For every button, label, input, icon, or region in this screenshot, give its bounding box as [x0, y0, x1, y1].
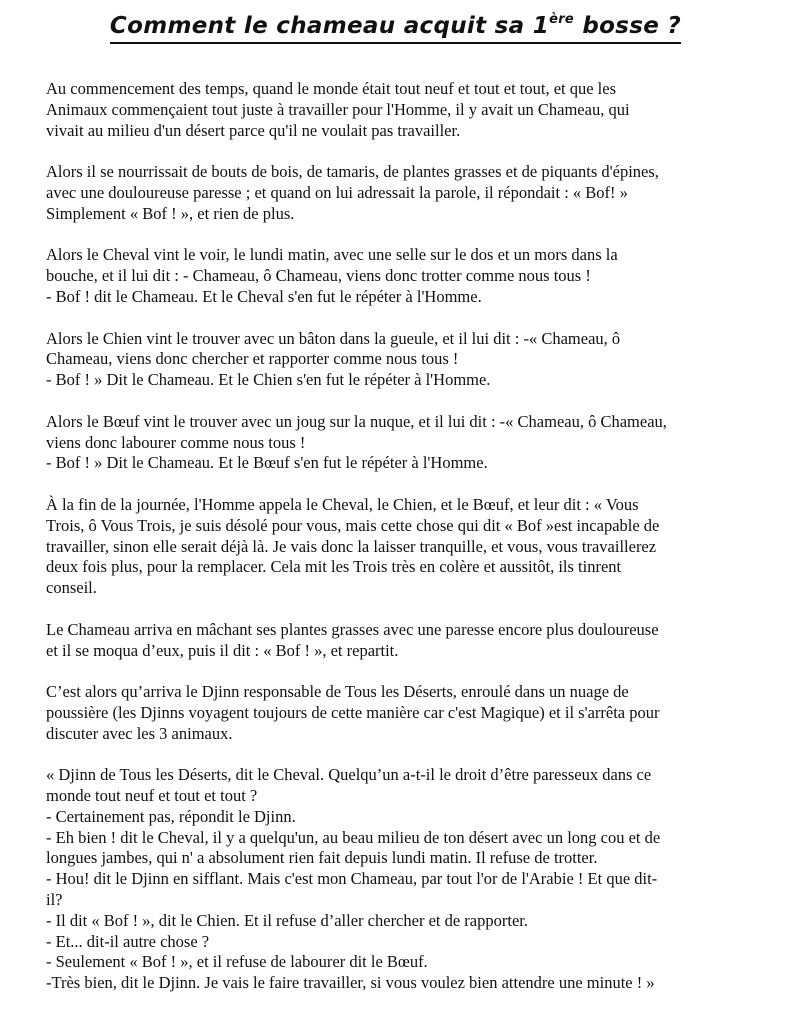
paragraph — [46, 412, 746, 474]
text-line: Alors le Cheval vint le voir, le lundi matin, avec une selle sur le dos et un mors dans la — [46, 245, 618, 265]
text-line: il? — [46, 890, 63, 910]
text-line: - Eh bien ! dit le Cheval, il y a quelqu'un, au beau milieu de ton désert avec un long cou et de — [46, 827, 661, 847]
text-line: Chameau, viens donc chercher et rapporter comme nous tous ! — [46, 349, 459, 369]
paragraph — [46, 682, 746, 744]
paragraph — [46, 245, 746, 307]
text-line: viens donc labourer comme nous tous ! — [46, 432, 306, 452]
text-line: Au commencement des temps, quand le monde était tout neuf et tout et tout, et que les — [46, 79, 617, 98]
text-line: monde tout neuf et tout et tout ? — [46, 786, 258, 806]
title-main: Comment le chameau acquit sa 1 — [109, 13, 550, 39]
text-line: Animaux commençaient tout juste à travailler pour l'Homme, il y avait un Chameau, qui — [46, 99, 630, 119]
title-text — [110, 11, 681, 44]
text-line: longues jambes, qui n' a absolument rien fait depuis lundi matin. Il refuse de trotter. — [46, 848, 598, 868]
text-line: - Hou! dit le Djinn en sifflant. Mais c'est mon Chameau, par tout l'or de l'Arabie ! Et que dit- — [46, 869, 658, 889]
page-title — [0, 11, 791, 44]
text-line: poussière (les Djinns voyagent toujours de cette manière car c'est Magique) et il s'arrêta pour — [46, 702, 660, 722]
paragraph — [46, 620, 746, 662]
text-line: À la fin de la journée, l'Homme appela le Cheval, le Chien, et le Bœuf, et leur dit : « Vous — [46, 494, 639, 514]
text-line: - Seulement « Bof ! », et il refuse de labourer dit le Bœuf. — [46, 952, 428, 972]
paragraph — [46, 765, 746, 994]
title-end: bosse ? — [574, 13, 682, 39]
text-line: travailler, sinon elle serait déjà là. Je vais donc la laisser tranquille, et vous, vous travaillerez — [46, 536, 657, 556]
text-line: Alors il se nourrissait de bouts de bois, de tamaris, de plantes grasses et de piquants d'épines, — [46, 162, 659, 182]
paragraph — [46, 329, 746, 391]
paragraph — [46, 79, 746, 141]
text-line: et il se moqua d’eux, puis il dit : « Bof ! », et repartit. — [46, 640, 399, 660]
text-line: -Très bien, dit le Djinn. Je vais le faire travailler, si vous voulez bien attendre une minute ! » — [46, 973, 655, 993]
text-line: - Il dit « Bof ! », dit le Chien. Et il refuse d’aller chercher et de rapporter. — [46, 910, 528, 930]
text-line: Alors le Chien vint le trouver avec un bâton dans la gueule, et il lui dit : -« Chameau, ô — [46, 328, 621, 348]
text-line: Simplement « Bof ! », et rien de plus. — [46, 203, 295, 223]
story-body — [46, 79, 746, 1015]
text-line: - Bof ! » Dit le Chameau. Et le Bœuf s'en fut le répéter à l'Homme. — [46, 453, 488, 473]
text-line: Le Chameau arriva en mâchant ses plantes grasses avec une paresse encore plus douloureuse — [46, 619, 659, 639]
paragraph — [46, 495, 746, 599]
text-line: discuter avec les 3 animaux. — [46, 723, 233, 743]
text-line: conseil. — [46, 578, 97, 598]
text-line: vivait au milieu d'un désert parce qu'il ne voulait pas travailler. — [46, 120, 461, 140]
text-line: C’est alors qu’arriva le Djinn responsable de Tous les Déserts, enroulé dans un nuage de — [46, 682, 629, 702]
text-line: Alors le Bœuf vint le trouver avec un joug sur la nuque, et il lui dit : -« Chameau, ô Chameau, — [46, 411, 667, 431]
text-line: Trois, ô Vous Trois, je suis désolé pour vous, mais cette chose qui dit « Bof »est incapable de — [46, 515, 660, 535]
paragraph — [46, 162, 746, 224]
title-superscript: ère — [549, 12, 575, 27]
text-line: deux fois plus, pour la remplacer. Cela mit les Trois très en colère et aussitôt, ils tinrent — [46, 557, 622, 577]
text-line: bouche, et il lui dit : - Chameau, ô Chameau, viens donc trotter comme nous tous ! — [46, 266, 591, 286]
text-line: - Et... dit-il autre chose ? — [46, 931, 210, 951]
text-line: - Certainement pas, répondit le Djinn. — [46, 806, 296, 826]
text-line: « Djinn de Tous les Déserts, dit le Cheval. Quelqu’un a-t-il le droit d’être paresseux dans ce — [46, 765, 652, 785]
text-line: - Bof ! » Dit le Chameau. Et le Chien s'en fut le répéter à l'Homme. — [46, 370, 491, 390]
text-line: - Bof ! dit le Chameau. Et le Cheval s'en fut le répéter à l'Homme. — [46, 286, 482, 306]
text-line: avec une douloureuse paresse ; et quand on lui adressait la parole, il répondait : « Bof! » — [46, 182, 628, 202]
